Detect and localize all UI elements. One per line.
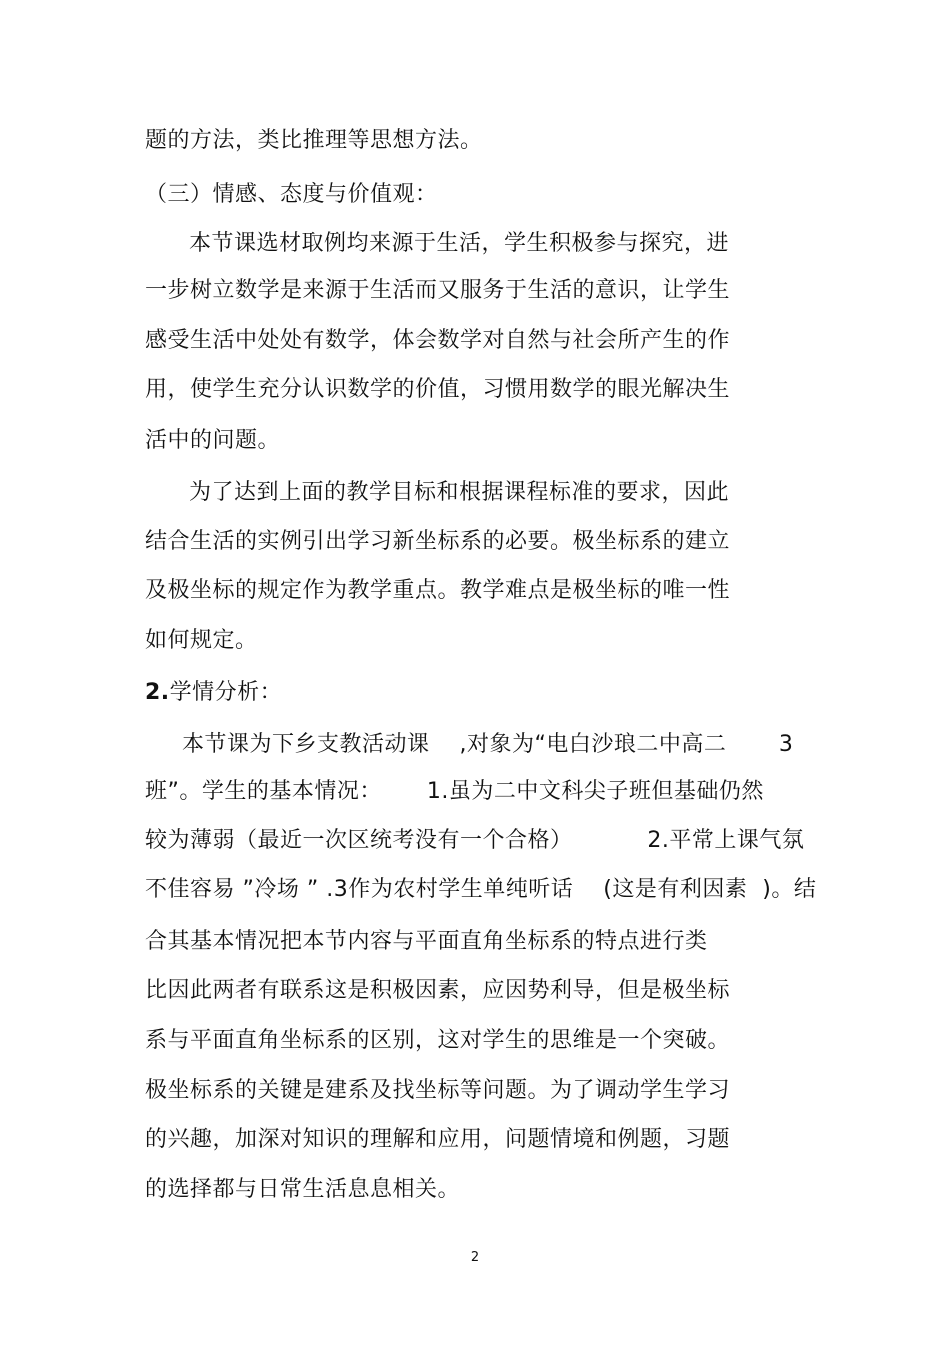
text-line: 如何规定。 [145,628,258,653]
text-line: 本节课为下乡支教活动课 ,对象为“电白沙琅二中高二 3 [182,732,794,757]
text-line: 本节课选材取例均来源于生活，学生积极参与探究，进 [189,231,730,256]
text-line: 用，使学生充分认识数学的价值，习惯用数学的眼光解决生 [145,377,731,402]
text-line: 感受生活中处处有数学，体会数学对自然与社会所产生的作 [145,328,731,353]
text-line: 极坐标系的关键是建系及找坐标等问题。为了调动学生学习 [145,1078,731,1103]
page-number: 2 [470,1250,480,1265]
text-line: 较为薄弱（最近一次区统考没有一个合格） 2.平常上课气氛 [145,828,805,853]
text-line: 比因此两者有联系这是积极因素，应因势利导，但是极坐标 [145,978,731,1003]
section-heading [145,678,282,708]
heading-text: 学情分析： [169,680,283,705]
text-line: 活中的问题。 [145,428,281,453]
text-line: 一步树立数学是来源于生活而又服务于生活的意识，让学生 [145,278,731,303]
text-line: 及极坐标的规定作为教学重点。教学难点是极坐标的唯一性 [145,578,731,603]
text-line: 题的方法，类比推理等思想方法。 [145,128,483,153]
text-line: 结合生活的实例引出学习新坐标系的必要。极坐标系的建立 [145,529,731,554]
section-heading: （三）情感、态度与价值观： [145,182,438,207]
text-line: 为了达到上面的教学目标和根据课程标准的要求，因此 [189,480,730,505]
text-line: 合其基本情况把本节内容与平面直角坐标系的特点进行类 [145,929,708,954]
text-line: 不佳容易 ”冷场 ” .3作为农村学生单纯听话 (这是有利因素 )。结 [145,877,817,902]
text-line: 系与平面直角坐标系的区别，这对学生的思维是一个突破。 [145,1028,731,1053]
text-line: 的选择都与日常生活息息相关。 [145,1177,461,1202]
heading-number: 2. [145,680,170,705]
text-line: 的兴趣，加深对知识的理解和应用，问题情境和例题，习题 [145,1127,731,1152]
text-line: 班”。学生的基本情况： 1.虽为二中文科尖子班但基础仍然 [145,779,764,804]
